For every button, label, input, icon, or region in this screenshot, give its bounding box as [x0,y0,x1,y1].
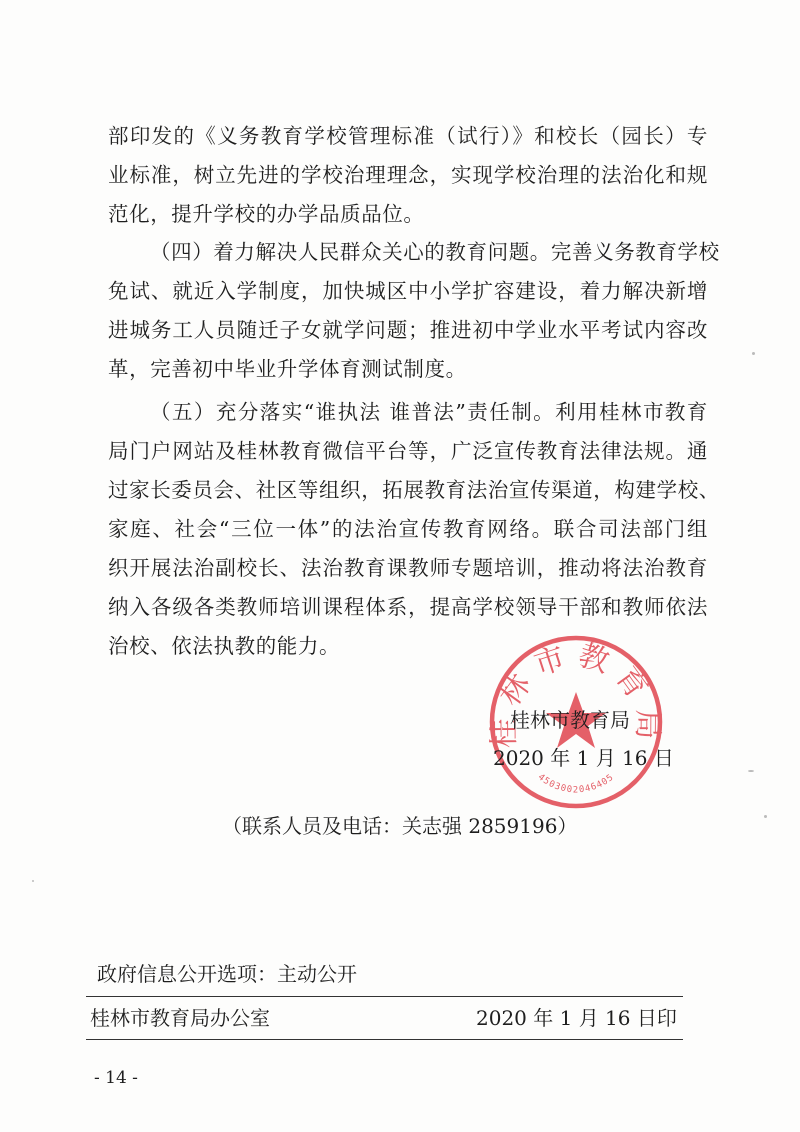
body-line: 部印发的《义务教育学校管理标准（试行）》和校长（园长）专 [108,124,708,148]
contact-info: （联系人员及电话：关志强 2859196） [222,814,578,838]
issuing-office: 桂林市教育局办公室 [90,1006,270,1030]
body-line: 纳入各级各类教师培训课程体系，提高学校领导干部和教师依法 [108,595,708,619]
scan-speck [748,770,754,772]
disclosure-option: 政府信息公开选项：主动公开 [97,962,357,986]
print-date: 2020 年 1 月 16 日印 [476,1006,677,1030]
scan-speck [32,880,34,882]
footer-divider-top [86,996,683,997]
seal-number: 4503002046405 [535,772,617,796]
body-line: 家庭、社会“三位一体”的法治宣传教育网络。联合司法部门组 [108,517,708,541]
body-line: 局门户网站及桂林教育微信平台等，广泛宣传教育法律法规。通 [108,439,708,463]
body-line: 治校、依法执教的能力。 [108,634,341,658]
signature-date: 2020 年 1 月 16 日 [493,746,674,770]
footer-divider-bottom [86,1039,683,1040]
scan-speck [752,352,755,355]
body-line: 业标准，树立先进的学校治理理念，实现学校治理的法治化和规 [108,163,708,187]
body-line: 革，完善初中毕业升学体育测试制度。 [108,357,467,381]
paragraph-4-start: （四）着力解决人民群众关心的教育问题。完善义务教育学校 [150,240,720,264]
body-line: 免试、就近入学制度，加快城区中小学扩容建设，着力解决新增 [108,279,708,303]
page-number: - 14 - [94,1068,138,1088]
body-line: 进城务工人员随迁子女就学问题；推进初中学业水平考试内容改 [108,318,708,342]
body-line: 织开展法治副校长、法治教育课教师专题培训，推动将法治教育 [108,556,708,580]
signature-organization: 桂林市教育局 [510,708,630,732]
seal-arc-text: 桂林市教育局 [486,637,666,749]
paragraph-5-start: （五）充分落实“谁执法 谁普法”责任制。利用桂林市教育 [150,400,708,424]
scan-speck [764,815,767,818]
body-line: 过家长委员会、社区等组织，拓展教育法治宣传渠道，构建学校、 [108,478,720,502]
body-line: 范化，提升学校的办学品质品位。 [108,202,425,226]
